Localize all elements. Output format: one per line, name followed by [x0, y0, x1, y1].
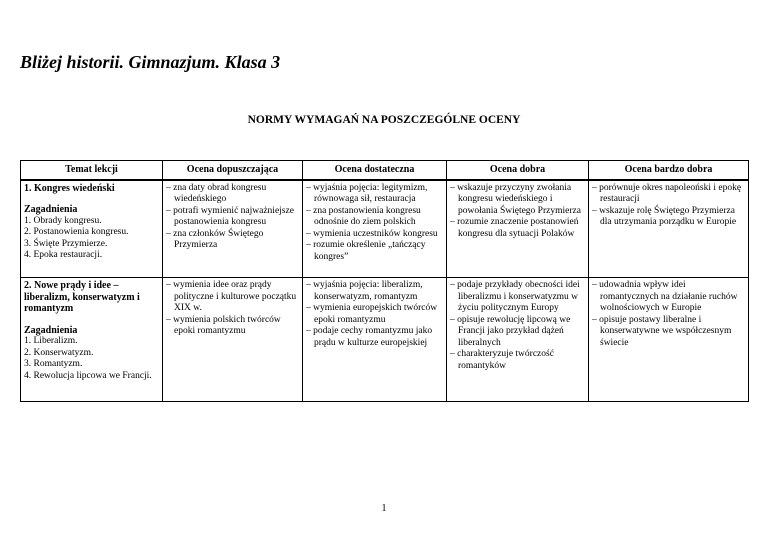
requirement-item: – wymienia europejskich twórców epoki romantyzmu [306, 303, 438, 325]
header-grade-3: Ocena dostateczna [303, 161, 447, 180]
topic-list-item: 1. Obrady kongresu. [24, 215, 102, 226]
requirement-item: – zna postanowienia kongresu odnośnie do ziem polskich [306, 205, 421, 227]
topic-list-item: 2. Postanowienia kongresu. [24, 227, 129, 237]
grade-5-cell [589, 278, 749, 402]
header-grade-5: Ocena bardzo dobra [589, 161, 749, 180]
topic-list-item: 3. Święte Przymierze. [24, 238, 108, 249]
requirement-item: – rozumie znaczenie postanowień kongresu dla sytuacji Polaków [450, 217, 579, 239]
requirement-item: – charakteryzuje twórczość romantyków [450, 349, 554, 371]
grade-4-cell [447, 278, 589, 402]
table-header-row [21, 161, 749, 180]
requirement-item: – porównuje okres napoleoński i epokę restauracji [592, 182, 742, 204]
requirement-item: – wymienia idee oraz prądy polityczne i kulturowe początku XIX w. [166, 280, 297, 313]
topic-title: 1. Kongres wiedeński [24, 182, 115, 194]
requirement-item: – wymienia uczestników kongresu [306, 228, 438, 239]
grade-2-cell [163, 278, 303, 402]
topic-list-item: 2. Konserwatyzm. [24, 347, 94, 358]
requirement-item: – podaje cechy romantyzmu jako prądu w kulturze europejskiej [306, 326, 433, 348]
requirements-table [20, 160, 749, 402]
topic-list-item: 1. Liberalizm. [24, 336, 78, 346]
grade-4-cell [447, 180, 589, 278]
topic-list-item: 3. Romantyzm. [24, 359, 83, 369]
requirement-item: – wymienia polskich twórców epoki romantyzmu [166, 314, 281, 336]
section-heading: NORMY WYMAGAŃ NA POSZCZEGÓLNE OCENY [247, 114, 521, 126]
document-title: Bliżej historii. Gimnazjum. Klasa 3 [20, 52, 281, 72]
requirement-item: – udowadnia wpływ idei romantycznych na działanie ruchów wolnościowych w Europie [592, 280, 738, 313]
topic-subheading: Zagadnienia [24, 324, 78, 336]
requirement-item: – wskazuje przyczyny zwołania kongresu wiedeńskiego i powołania Świętego Przymierza [450, 182, 581, 216]
topic-subheading: Zagadnienia [24, 204, 78, 215]
topic-list-item: 4. Epoka restauracji. [24, 250, 103, 260]
requirement-item: – podaje przykłady obecności idei liberalizmu i konserwatyzmu w życiu politycznym Europy [450, 280, 580, 313]
grade-5-cell [589, 180, 749, 278]
topic-cell [21, 180, 163, 278]
requirement-item: – rozumie określenie „tańczący kongres” [306, 240, 426, 262]
requirement-item: – wskazuje rolę Świętego Przymierza dla utrzymania porządku w Europie [592, 205, 737, 227]
requirement-item: – zna członków Świętego Przymierza [166, 228, 264, 250]
page-number: 1 [381, 503, 387, 514]
table-row [21, 180, 749, 278]
requirement-item: – wyjaśnia pojęcia: liberalizm, konserwatyzm, romantyzm [306, 280, 423, 302]
requirement-item: – opisuje rewolucję lipcową we Francji jako przykład dążeń liberalnych [450, 314, 571, 348]
header-grade-4: Ocena dobra [447, 161, 589, 180]
header-topic: Temat lekcji [21, 161, 163, 180]
grade-3-cell [303, 180, 447, 278]
header-grade-2: Ocena dopuszczająca [163, 161, 303, 180]
topic-list-item: 4. Rewolucja lipcowa we Francji. [24, 370, 152, 381]
requirement-item: – potrafi wymienić najważniejsze postanowienia kongresu [166, 205, 294, 227]
requirement-item: – wyjaśnia pojęcia: legitymizm, równowaga sił, restauracja [306, 182, 428, 204]
table-row [21, 278, 749, 402]
requirement-item: – opisuje postawy liberalne i konserwatywne we współczesnym świecie [592, 314, 732, 348]
topic-cell [21, 278, 163, 402]
grade-2-cell [163, 180, 303, 278]
topic-title: 2. Nowe prądy i idee – liberalizm, konserwatyzm i romantyzm [24, 280, 140, 314]
requirement-item: – zna daty obrad kongresu wiedeńskiego [166, 182, 267, 204]
grade-3-cell [303, 278, 447, 402]
